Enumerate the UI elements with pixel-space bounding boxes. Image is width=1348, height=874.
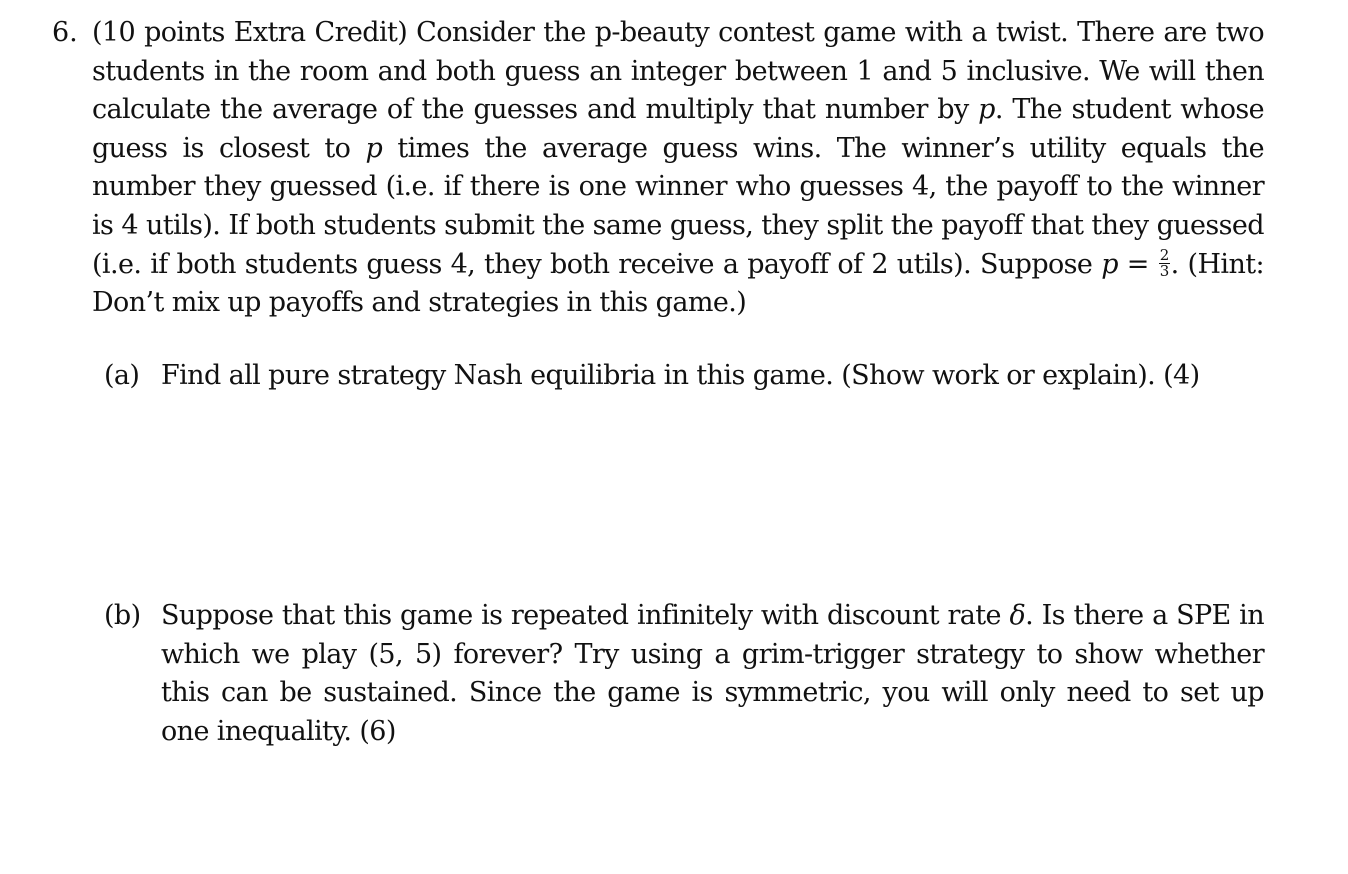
math-p: p [978, 94, 995, 126]
statement-mid-2: times the average guess wins. The winner’s utility equals the number they guessed (i.e. if there is one winner who guesses 4, the payoff to the winner is 4 utils). If both students submit the same guess, they split the payoff that they guessed (i.e. if both students guess 4, they both receive a payoff of 2 utils). Suppose [92, 132, 1264, 280]
part-a [104, 357, 1264, 396]
part-a-label: (a) [104, 360, 140, 391]
part-b-label: (b) [104, 600, 141, 631]
statement-intro: (10 points Extra Credit) Consider the p-beauty contest game with a twist. There are two students in the room and both guess an integer between 1 and 5 inclusive. We will then calculate the average of the guesses and multiply that number by [92, 17, 1264, 126]
statement-end: . (Hint: Don’t mix up payoffs and strategies in this game.) [92, 248, 1264, 319]
part-b-text-end: . Is there a SPE in which we play (5, 5) forever? Try using a grim-trigger strategy to show whether this can be sustained. Since the game is symmetric, you will only need to set up one inequality. (6) [161, 600, 1265, 747]
statement-mid-1: . The student whose guess is closest to [92, 94, 1264, 164]
problem-statement [92, 14, 1264, 323]
fraction-numerator: 2 [1159, 245, 1169, 264]
part-a-text: Find all pure strategy Nash equilibria in this game. (Show work or explain). (4) [161, 360, 1200, 391]
fraction-two-thirds [1159, 245, 1170, 280]
part-b-text-start: Suppose that this game is repeated infinitely with discount rate [161, 600, 1010, 631]
math-delta: δ [1009, 600, 1026, 631]
problem-6 [52, 14, 1264, 323]
fraction-denominator: 3 [1159, 261, 1169, 280]
math-p: p [365, 132, 383, 164]
equals-sign: = [1117, 248, 1158, 280]
problem-number: 6. [52, 17, 78, 48]
part-b [104, 597, 1264, 751]
part-b-text [161, 597, 1264, 751]
math-p: p [1101, 248, 1118, 280]
